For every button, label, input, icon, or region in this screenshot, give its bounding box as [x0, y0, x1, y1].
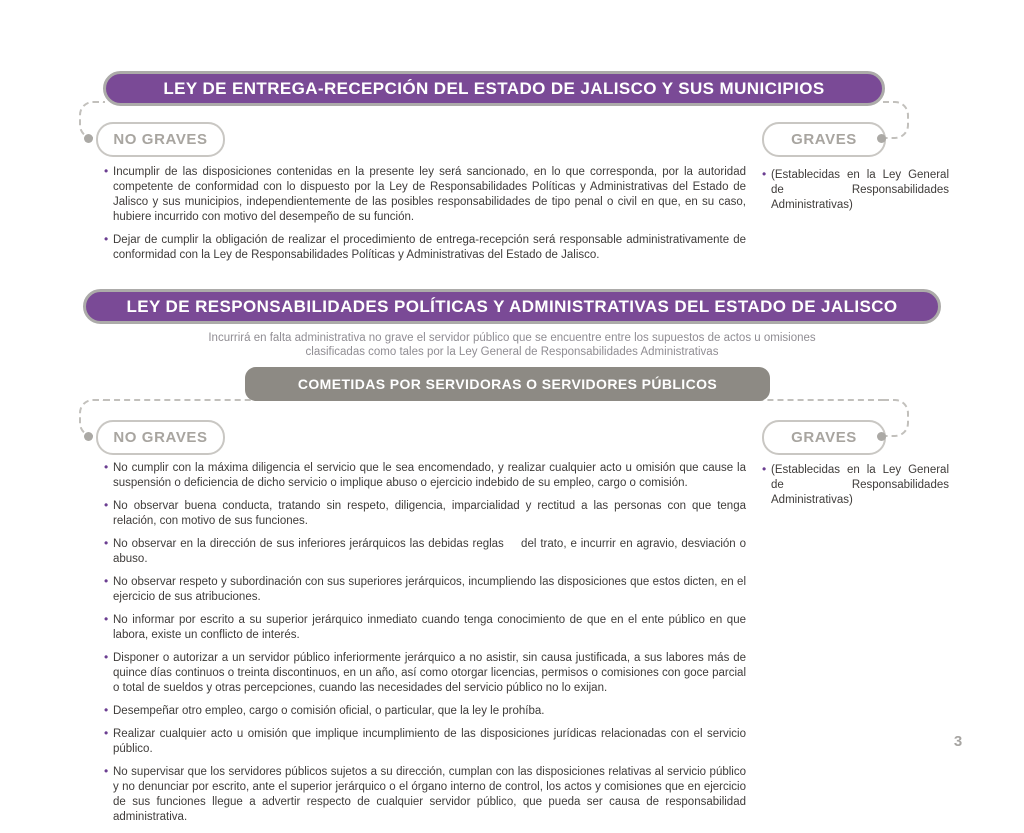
bullet-item: • No supervisar que los servidores públicos sujetos a su dirección, cumplan con las disposiciones relativas al servicio público y no denunciar por escrito, ante el superior jerárquico o el órgano interno de control, los actos y comisiones que en ejercicio de sus funciones llegue a advertir respecto de cualquier servidor público, que pueda ser causa de responsabilidad administrativa.	[104, 765, 746, 825]
law-title-entrega-recepcion: LEY DE ENTREGA-RECEPCIÓN DEL ESTADO DE JALISCO Y SUS MUNICIPIOS	[103, 71, 885, 106]
graves-badge-2: GRAVES	[762, 420, 886, 455]
bullet-item: • Dejar de cumplir la obligación de realizar el procedimiento de entrega-recepción será responsable administrativamente de conformidad con la Ley de Responsabilidades Políticas y Administrativas del Estado de Jalisco.	[104, 233, 746, 263]
bullet-item: • No observar respeto y subordinación con sus superiores jerárquicos, incumpliendo las disposiciones que estos dicten, en el ejercicio de sus atribuciones.	[104, 575, 746, 605]
connector-dot-icon	[877, 134, 886, 143]
graves-badge-1: GRAVES	[762, 122, 886, 157]
bullet-item: • Realizar cualquier acto u omisión que implique incumplimiento de las disposiciones jurídicas relacionadas con el servicio público.	[104, 727, 746, 757]
bullet-item: • (Establecidas en la Ley General de Responsabilidades Administrativas)	[762, 168, 949, 213]
bullet-item: • No observar buena conducta, tratando sin respeto, diligencia, imparcialidad y rectitud a las personas con que tenga relación, con motivo de sus funciones.	[104, 499, 746, 529]
no-graves-badge-2: NO GRAVES	[96, 420, 225, 455]
no-graves-list-1	[104, 165, 746, 271]
no-graves-list-2	[104, 461, 746, 833]
bullet-item: • No informar por escrito a su superior jerárquico inmediato cuando tenga conocimiento de que en el ente público en que labora, existe un conflicto de interés.	[104, 613, 746, 643]
page-number: 3	[953, 733, 963, 750]
subtitle-line-2: clasificadas como tales por la Ley General de Responsabilidades Administrativas	[305, 346, 719, 358]
dashed-connector-right-2	[883, 399, 909, 437]
section-subtitle	[112, 331, 912, 359]
no-graves-badge-1: NO GRAVES	[96, 122, 225, 157]
connector-dot-icon	[877, 432, 886, 441]
graves-list-2	[762, 463, 949, 516]
dashed-connector-right-1	[883, 101, 909, 139]
graves-list-1	[762, 168, 949, 221]
bullet-item: • No cumplir con la máxima diligencia el servicio que le sea encomendado, y realizar cualquier acto u omisión que cause la suspensión o deficiencia de dicho servicio o implique abuso o ejercicio indebido de su empleo, cargo o comisión.	[104, 461, 746, 491]
cometidas-banner: COMETIDAS POR SERVIDORAS O SERVIDORES PÚBLICOS	[245, 367, 770, 401]
subtitle-line-1: Incurrirá en falta administrativa no grave el servidor público que se encuentre entre los supuestos de actos u omisiones	[208, 332, 816, 344]
bullet-item: • Disponer o autorizar a un servidor público inferiormente jerárquico a no asistir, sin causa justificada, a sus labores más de quince días continuos o treinta discontinuos, en un año, así como otorgar licencias, permisos o comisiones con goce parcial o total de sueldos y otras percepciones, cuando las necesidades del servicio público no lo exijan.	[104, 651, 746, 696]
bullet-item: • Incumplir de las disposiciones contenidas en la presente ley será sancionado, en lo que corresponda, por la autoridad competente de conformidad con lo dispuesto por la Ley de Responsabilidades Políticas y Administrativas del Estado de Jalisco y sus municipios, independientemente de las posibles responsabilidades de tipo penal o civil en que, en su caso, hubiere incurrido con motivo del desempeño de su función.	[104, 165, 746, 225]
bullet-item: • Desempeñar otro empleo, cargo o comisión oficial, o particular, que la ley le prohíba.	[104, 704, 746, 719]
bullet-item: • (Establecidas en la Ley General de Responsabilidades Administrativas)	[762, 463, 949, 508]
connector-dot-icon	[84, 432, 93, 441]
bullet-item: • No observar en la dirección de sus inferiores jerárquicos las debidas reglas del trato, e incurrir en agravio, desviación o abuso.	[104, 537, 746, 567]
connector-dot-icon	[84, 134, 93, 143]
law-title-responsabilidades: LEY DE RESPONSABILIDADES POLÍTICAS Y ADMINISTRATIVAS DEL ESTADO DE JALISCO	[83, 289, 941, 324]
